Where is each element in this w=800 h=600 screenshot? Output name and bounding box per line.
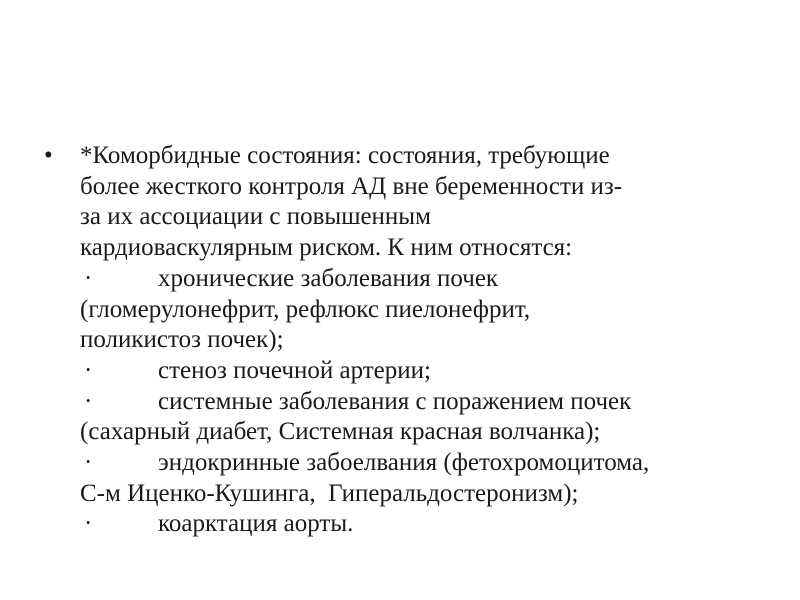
list-item-continuation: поликистоз почек); xyxy=(80,326,284,354)
list-item-endocrine-diseases xyxy=(80,448,764,479)
intro-line-4: кардиоваскулярным риском. К ним относятся: xyxy=(80,234,573,262)
list-item-aortic-coarctation xyxy=(80,509,764,540)
list-item-continuation: С-м Иценко-Кушинга, Гиперальдостеронизм); xyxy=(80,479,579,507)
dot-icon: · xyxy=(84,356,93,384)
dot-icon: · xyxy=(84,449,93,477)
list-item-continuation: (гломерулонефрит, рефлюкс пиелонефрит, xyxy=(80,295,531,323)
comorbidity-text-block xyxy=(44,141,764,540)
list-item-systemic-diseases xyxy=(80,387,764,418)
dot-icon: · xyxy=(84,387,93,415)
list-item-text: системные заболевания с поражением почек xyxy=(158,387,632,415)
list-item-renal-artery-stenosis xyxy=(80,356,764,387)
list-item-text: коарктация аорты. xyxy=(158,510,354,538)
dot-icon: · xyxy=(84,510,93,538)
intro-line-1: *Коморбидные состояния: состояния, требующие xyxy=(80,142,610,169)
list-item-text: хронические заболевания почек xyxy=(158,264,499,292)
dot-icon: · xyxy=(84,264,93,292)
list-item-text: эндокринные забоелвания (фетохромоцитома, xyxy=(158,449,650,477)
bullet-icon: • xyxy=(44,142,53,169)
list-item-text: стеноз почечной артерии; xyxy=(158,356,431,384)
intro-line-3: за их ассоциации с повышенным xyxy=(80,203,431,231)
main-bullet xyxy=(44,141,764,540)
list-item-kidney-diseases xyxy=(80,264,764,295)
list-item-continuation: (сахарный диабет, Системная красная волчанка); xyxy=(80,418,601,446)
intro-line-2: более жесткого контроля АД вне беременности из- xyxy=(80,172,623,200)
